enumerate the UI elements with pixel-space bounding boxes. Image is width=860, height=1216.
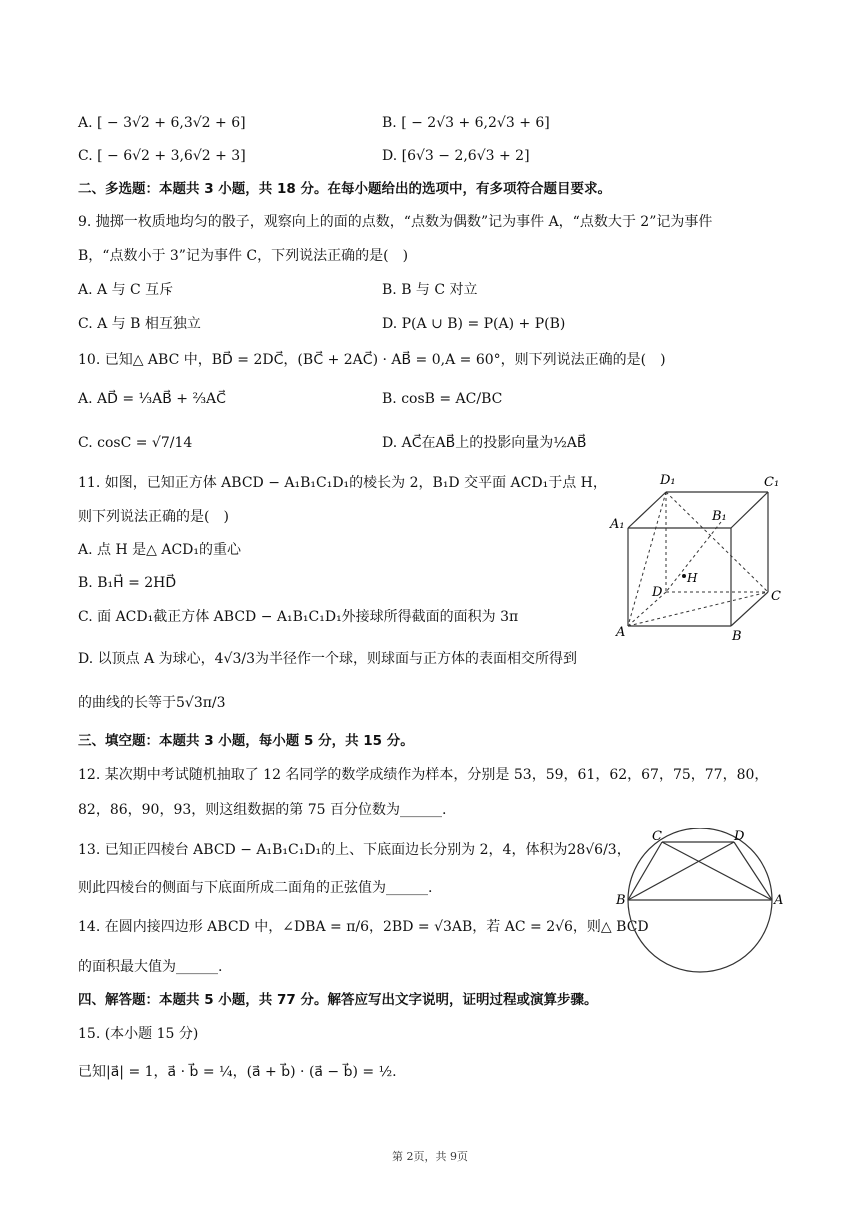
section-3-header: 三、填空题：本题共 3 小题，每小题 5 分，共 15 分。 [78, 733, 414, 749]
q13-line2: 则此四棱台的侧面与下底面所成二面角的正弦值为______. [78, 880, 433, 896]
section-4-header: 四、解答题：本题共 5 小题，共 77 分。解答应写出文字说明，证明过程或演算步骤。 [78, 992, 598, 1008]
q15-body: 已知|a⃗| = 1，a⃗ · b⃗ = ¼，(a⃗ + b⃗) · (a⃗ − b⃗) = ½. [78, 1064, 397, 1080]
q11-option-d-line1: D. 以顶点 A 为球心，4√3/3为半径作一个球，则球面与正方体的表面相交所得到 [78, 651, 577, 667]
label-c1: C₁ [764, 475, 780, 490]
q11-option-c: C. 面 ACD₁截正方体 ABCD − A₁B₁C₁D₁外接球所得截面的面积为 3π [78, 609, 519, 625]
label-c: C [771, 589, 781, 604]
label-circle-b: B [616, 893, 626, 908]
label-circle-c: C [652, 829, 662, 844]
q11-option-b: B. B₁H⃗ = 2HD⃗ [78, 575, 177, 591]
q10-option-b: B. cosB = AC/BC [382, 391, 503, 407]
label-d1: D₁ [660, 473, 676, 488]
label-a: A [616, 625, 626, 640]
q12-line2: 82，86，90，93，则这组数据的第 75 百分位数为______. [78, 802, 447, 818]
q15-title: 15. (本小题 15 分) [78, 1026, 199, 1042]
q11-stem-line1: 11. 如图，已知正方体 ABCD − A₁B₁C₁D₁的棱长为 2，B₁D 交平面 ACD₁于点 H， [78, 475, 607, 491]
section-2-header: 二、多选题：本题共 3 小题，共 18 分。在每小题给出的选项中，有多项符合题目要求。 [78, 181, 611, 197]
cube-figure [606, 468, 786, 646]
circle-figure [614, 828, 786, 980]
q14-line2: 的面积最大值为______. [78, 959, 223, 975]
q10-option-d: D. AC⃗在AB⃗上的投影向量为½AB⃗ [382, 435, 587, 451]
q9-option-b: B. B 与 C 对立 [382, 282, 478, 298]
q9-option-c: C. A 与 B 相互独立 [78, 316, 201, 332]
q11-option-a: A. 点 H 是△ ACD₁的重心 [78, 542, 241, 558]
label-b: B [732, 629, 742, 644]
q9-stem-line2: B，“点数小于 3”记为事件 C，下列说法正确的是( ) [78, 248, 409, 264]
q12-line1: 12. 某次期中考试随机抽取了 12 名同学的数学成绩作为样本，分别是 53，59，61，62，67，75，77，80， [78, 767, 769, 783]
label-a1: A₁ [610, 517, 625, 532]
q10-stem: 10. 已知△ ABC 中，BD⃗ = 2DC⃗，(BC⃗ + 2AC⃗) · AB⃗ = 0,A = 60°，则下列说法正确的是( ) [78, 352, 666, 368]
q10-option-a: A. AD⃗ = ⅓AB⃗ + ⅔AC⃗ [78, 391, 226, 407]
page-footer: 第 2页，共 9页 [392, 1150, 468, 1163]
q11-stem-line2: 则下列说法正确的是( ) [78, 509, 229, 525]
q10-option-c: C. cosC = √7/14 [78, 435, 193, 451]
label-b1: B₁ [712, 509, 727, 524]
q8-option-b: B. [ − 2√3 + 6,2√3 + 6] [382, 115, 550, 131]
q8-option-d: D. [6√3 − 2,6√3 + 2] [382, 148, 530, 164]
label-h: H [687, 571, 698, 585]
label-d: D [652, 585, 663, 600]
q14-line1: 14. 在圆内接四边形 ABCD 中，∠DBA = π/6，2BD = √3AB，若 AC = 2√6，则△ BCD [78, 919, 649, 935]
q11-option-d-line2: 的曲线的长等于5√3π/3 [78, 695, 226, 711]
q9-option-d: D. P(A ∪ B) = P(A) + P(B) [382, 316, 566, 332]
q9-option-a: A. A 与 C 互斥 [78, 282, 174, 298]
q8-option-c: C. [ − 6√2 + 3,6√2 + 3] [78, 148, 246, 164]
q9-stem-line1: 9. 抛掷一枚质地均匀的骰子，观察向上的面的点数，“点数为偶数”记为事件 A，“点数大于 2”记为事件 [78, 214, 713, 230]
label-circle-a: A [774, 893, 784, 908]
q8-option-a: A. [ − 3√2 + 6,3√2 + 6] [78, 115, 246, 131]
label-circle-d: D [734, 829, 745, 844]
q13-line1: 13. 已知正四棱台 ABCD − A₁B₁C₁D₁的上、下底面边长分别为 2，4，体积为28√6/3， [78, 842, 631, 858]
point-h [682, 574, 686, 578]
